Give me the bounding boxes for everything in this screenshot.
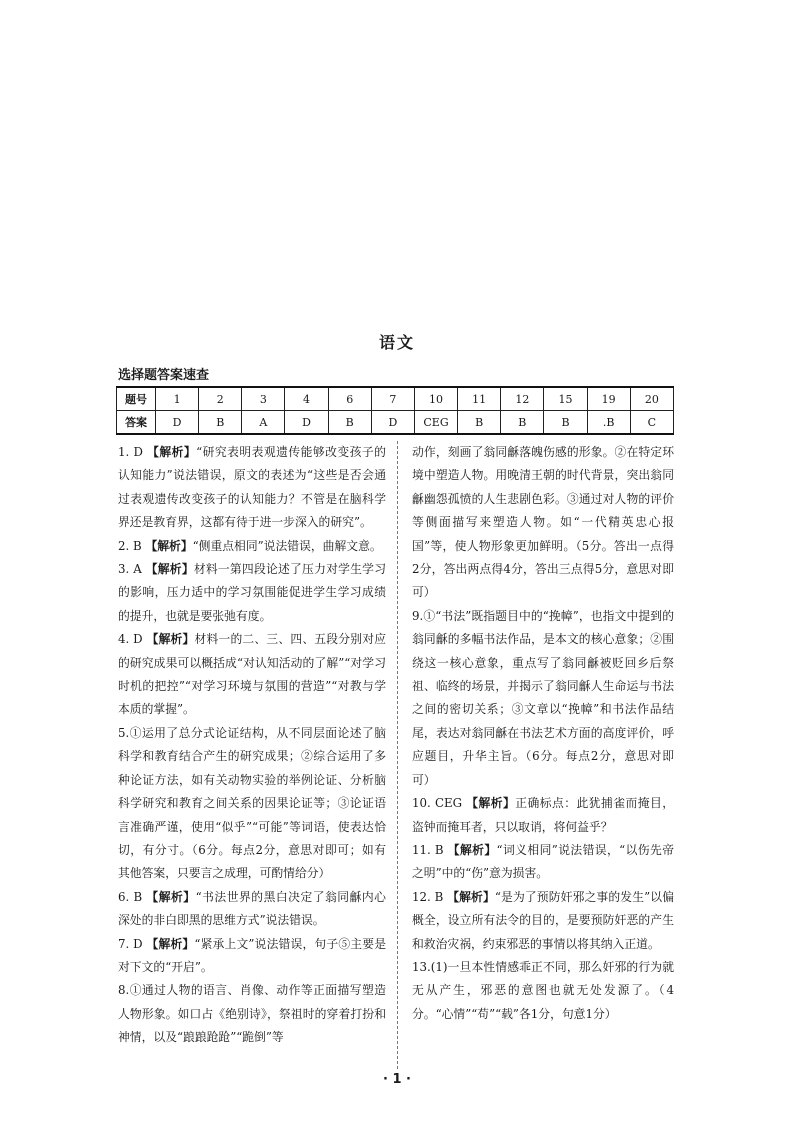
item-text: ①运用了总分式论证结构，从不同层面论述了脑科学和教育结合产生的研究成果；②综合运用了多种论证方法，如有关动物实验的举例论证、分析脑科学研究和教育之间关系的因果论证等；③论证语言准确严谨，使用“似乎”“可能”等词语，使表达恰切，有分寸。（6分。每点2分，意思对即可；如有其他答案，只要言之成理，可酌情给分） <box>118 725 386 881</box>
answer-cell: B <box>328 411 371 435</box>
question-number-cell: 2 <box>199 387 242 411</box>
answer-cell: .B <box>587 411 630 435</box>
right-column <box>412 441 674 1026</box>
item-head: 13. <box>412 959 431 974</box>
answer-cell: C <box>630 411 673 435</box>
question-number-cell: 10 <box>414 387 457 411</box>
answer-item-8 <box>118 979 386 1049</box>
answer-item-6 <box>118 886 386 933</box>
item-text: “是为了预防奸邪之事的发生”以偏概全，设立所有法令的目的，是要预防奸恶的产生和救治灾祸，约束邪恶的事情以将其纳入正道。 <box>412 889 674 951</box>
answer-item-2 <box>118 535 386 558</box>
left-column <box>118 441 386 1050</box>
answer-item-4 <box>118 628 386 722</box>
analysis-label: 【解析】 <box>146 936 195 951</box>
item-head: 6. B <box>118 889 143 904</box>
answer-item-7 <box>118 933 386 980</box>
answer-item-5 <box>118 722 386 886</box>
question-number-header: 题号 <box>117 387 156 411</box>
answer-cell: A <box>242 411 285 435</box>
item-text: “词义相同”说法错误，“以伤先帝之明”中的“伤”意为损害。 <box>412 842 674 881</box>
analysis-label: 【解析】 <box>145 538 193 553</box>
page-title: 语文 <box>378 333 415 352</box>
answer-table <box>116 386 674 435</box>
question-number-cell: 3 <box>242 387 285 411</box>
item-text: “紧承上文”说法错误，句子⑤主要是对下文的“开启”。 <box>118 936 386 974</box>
item-head: 10. CEG <box>412 796 463 811</box>
analysis-label: 【解析】 <box>145 562 194 577</box>
item-head: 2. B <box>118 538 142 553</box>
analysis-label: 【解析】 <box>447 889 495 904</box>
question-number-cell: 6 <box>328 387 371 411</box>
question-number-cell: 15 <box>544 387 587 411</box>
answer-header: 答案 <box>117 411 156 435</box>
page-number: · 1 · <box>383 1072 411 1087</box>
answer-cell: B <box>544 411 587 435</box>
answer-cell: B <box>501 411 544 435</box>
question-number-cell: 12 <box>501 387 544 411</box>
answer-row <box>117 411 674 435</box>
question-number-cell: 4 <box>285 387 328 411</box>
analysis-label: 【解析】 <box>146 632 195 647</box>
item-text: ①“书法”既指题目中的“挽幛”，也指文中提到的翁同龢的多幅书法作品，是本文的核心意象；②围绕这一核心意象，重点写了翁同龢被贬回乡后祭祖、临终的场景，并揭示了翁同龢人生命运与书法之间的密切关系；③文章以“挽幛”和书法作品结尾，表达对翁同龢在书法艺术方面的高度评价，呼应题目，升华主旨。（6分。每点2分，意思对即可） <box>412 608 674 787</box>
item-text: “侧重点相同”说法错误，曲解文意。 <box>192 538 382 553</box>
item-text: “研究表明表观遗传能够改变孩子的认知能力”说法错误，原文的表述为“这些是否会通过表观遗传改变孩子的认知能力？不管是在脑科学界还是教育界，这都有待于进一步深入的研究”。 <box>118 445 386 530</box>
item-text: 动作，刻画了翁同龢落魄伤感的形象。②在特定环境中塑造人物。用晚清王朝的时代背景，突出翁同龢幽怨孤愤的人生悲剧色彩。③通过对人物的评价等侧面描写来塑造人物。如“一代精英忠心报国”等，使人物形象更加鲜明。（5分。答出一点得2分，答出两点得4分，答出三点得5分，意思对即可） <box>412 445 674 600</box>
answer-item-13 <box>412 956 674 1026</box>
question-number-cell: 7 <box>371 387 414 411</box>
analysis-label: 【解析】 <box>146 889 196 904</box>
answer-cell: D <box>371 411 414 435</box>
item-text: 材料一的二、三、四、五段分别对应的研究成果可以概括成“对认知活动的了解”“对学习时机的把控”“对学习环境与氛围的营造”“对教与学本质的掌握”。 <box>118 632 386 717</box>
item-head: 3. A <box>118 562 142 577</box>
column-divider <box>397 441 398 1069</box>
item-head: 5. <box>118 725 130 740</box>
item-head: 4. D <box>118 632 143 647</box>
item-text: (1)一旦本性情感乖正不同，那么奸邪的行为就无从产生，邪恶的意图也就无处发源了。（4分。“心情”“苟”“载”各1分，句意1分） <box>412 959 674 1021</box>
answer-item-8-continued <box>412 441 674 605</box>
item-head: 1. D <box>118 445 143 459</box>
answer-cell: D <box>285 411 328 435</box>
analysis-label: 【解析】 <box>147 445 197 459</box>
item-text: 材料一第四段论述了压力对学生学习的影响，压力适中的学习氛围能促进学生学习成绩的提升，也就是要张弛有度。 <box>118 562 386 623</box>
item-head: 11. B <box>412 842 444 857</box>
answer-cell: CEG <box>414 411 457 435</box>
item-text: 正确标点：此犹捕雀而掩目，盗钟而掩耳者，只以取诮，将何益乎？ <box>412 796 674 834</box>
answer-item-10 <box>412 792 674 839</box>
analysis-label: 【解析】 <box>466 796 516 811</box>
answer-item-11 <box>412 839 674 886</box>
item-text: “书法世界的黑白决定了翁同龢内心深处的非白即黑的思维方式”说法错误。 <box>118 889 386 928</box>
answer-item-3 <box>118 558 386 628</box>
item-head: 9. <box>412 608 424 623</box>
item-head: 7. D <box>118 936 143 951</box>
answer-cell: B <box>458 411 501 435</box>
question-number-cell: 19 <box>587 387 630 411</box>
item-head: 12. B <box>412 889 444 904</box>
answer-item-1 <box>118 441 386 535</box>
answer-item-9 <box>412 605 674 792</box>
question-number-cell: 20 <box>630 387 673 411</box>
question-number-cell: 1 <box>156 387 199 411</box>
question-number-cell: 11 <box>458 387 501 411</box>
item-head: 8. <box>118 983 130 998</box>
section-subtitle: 选择题答案速查 <box>118 368 210 383</box>
answer-cell: B <box>199 411 242 435</box>
question-number-row <box>117 387 674 411</box>
item-text: ①通过人物的语言、肖像、动作等正面描写塑造人物形象。如口占《绝别诗》，祭祖时的穿着打扮和神情，以及“踉踉跄跄”“跪倒”等 <box>118 983 386 1045</box>
answer-item-12 <box>412 886 674 956</box>
answer-cell: D <box>156 411 199 435</box>
analysis-label: 【解析】 <box>447 842 497 857</box>
